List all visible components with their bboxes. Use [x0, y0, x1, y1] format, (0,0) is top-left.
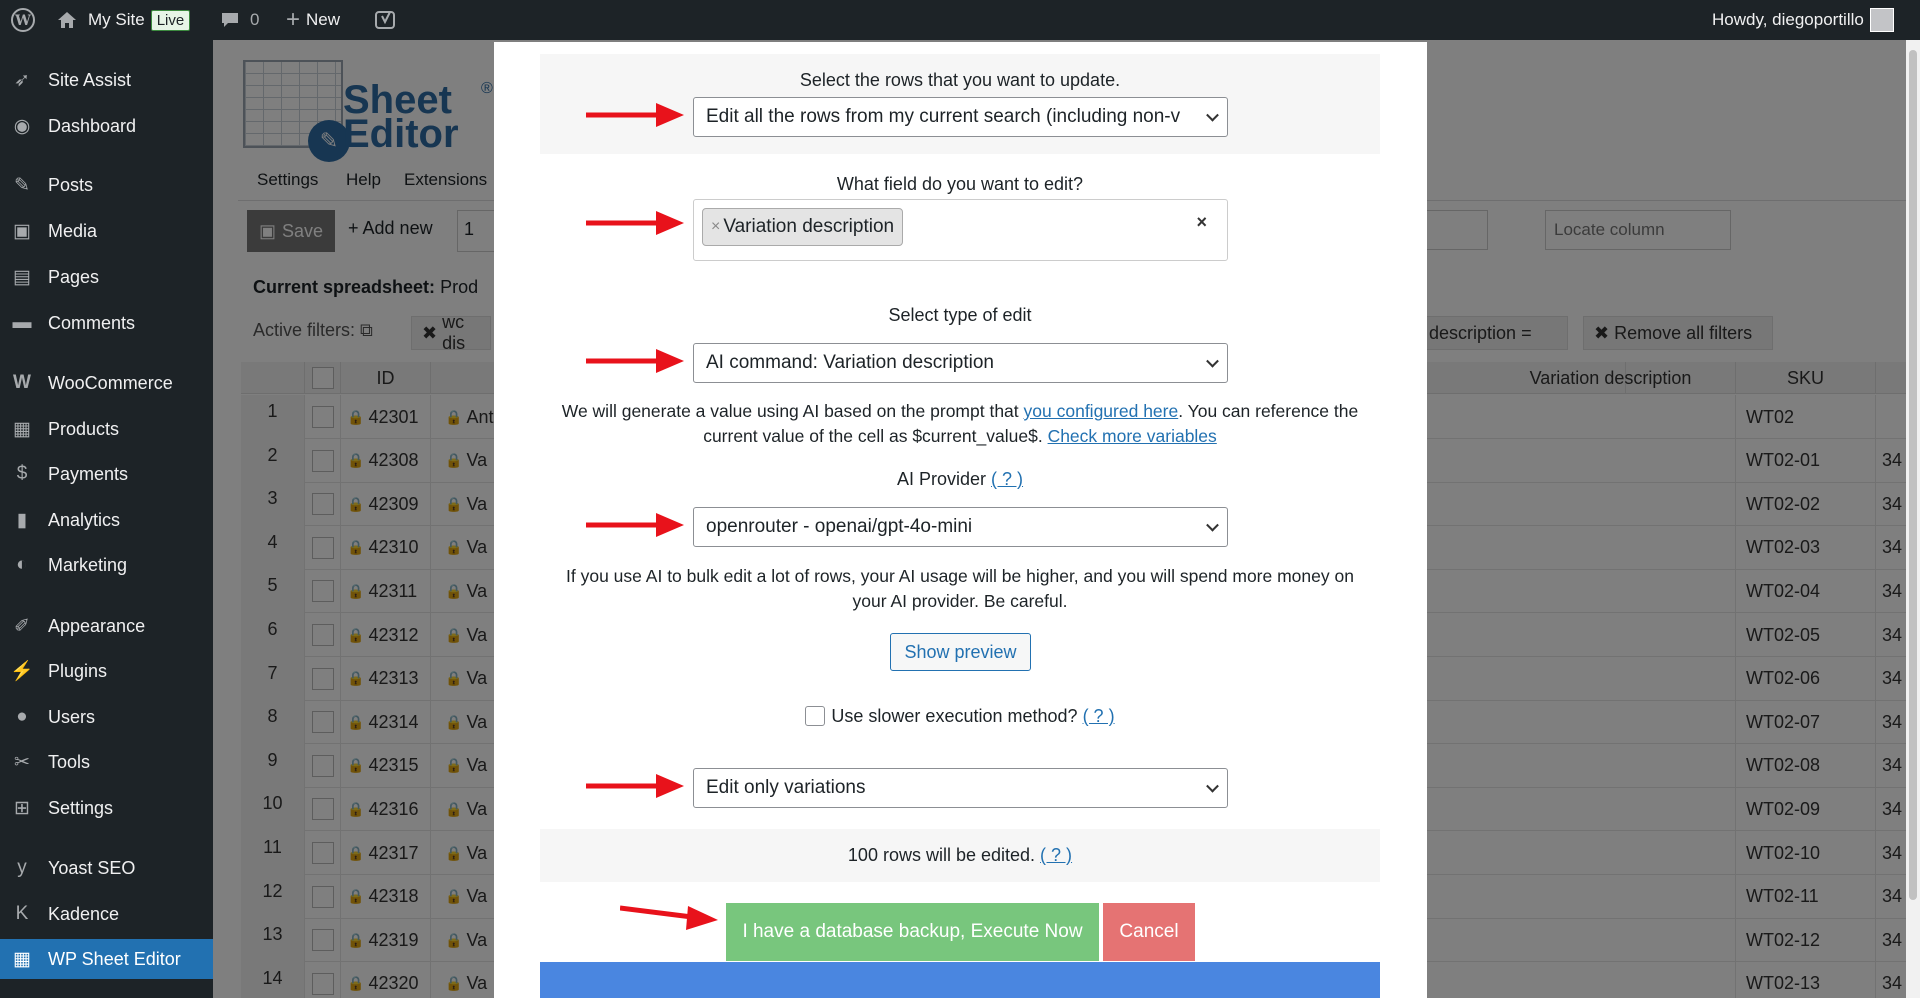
provider-label-row	[540, 469, 1380, 490]
sidebar-item-label: Kadence	[48, 903, 120, 924]
media-icon: ▣	[13, 220, 31, 242]
slower-execution-row	[540, 706, 1380, 727]
chevron-down-icon	[1206, 109, 1219, 122]
execute-now-button[interactable]: I have a database backup, Execute Now	[726, 903, 1099, 961]
chevron-down-icon	[1206, 519, 1219, 532]
sidebar-item-label: Products	[48, 418, 120, 439]
marketing-icon: ◐	[16, 554, 28, 575]
provider-value: openrouter - openai/gpt-4o-mini	[706, 516, 973, 537]
red-arrow-icon	[620, 900, 720, 930]
comments-count: 0	[250, 10, 260, 29]
provider-label: AI Provider	[896, 469, 986, 489]
user-account-menu[interactable]	[1712, 0, 1894, 40]
greeting: Howdy, diegoportillo	[1712, 10, 1864, 29]
live-badge: Live	[151, 10, 191, 31]
rows-select[interactable]	[693, 97, 1228, 137]
new-content-link[interactable]	[286, 0, 340, 40]
palette-icon: ◉	[13, 115, 31, 137]
rows-select-value: Edit all the rows from my current search (including non-v	[706, 106, 1181, 127]
pages-icon: ▤	[13, 266, 31, 288]
sidebar-item-label: Payments	[48, 463, 129, 484]
chevron-down-icon	[1206, 780, 1219, 793]
sidebar-item-woocommerce[interactable]	[0, 363, 213, 403]
field-select[interactable]	[693, 199, 1228, 261]
sidebar-item-marketing[interactable]	[0, 545, 213, 585]
sidebar-item-products[interactable]	[0, 409, 213, 449]
red-arrow-icon	[586, 510, 686, 540]
sidebar-item-wp-sheet-editor[interactable]	[0, 939, 213, 979]
ai-warning: If you use AI to bulk edit a lot of rows, your AI usage will be higher, and you will spend more money on your AI provider. Be careful.	[566, 566, 1354, 611]
ai-desc-text-1: We will generate a value using AI based on the prompt that	[561, 401, 1024, 421]
red-arrow-icon	[586, 771, 686, 801]
yoast-icon: y	[17, 857, 27, 878]
comments-link[interactable]	[220, 0, 259, 40]
edit-type-value: AI command: Variation description	[706, 352, 994, 373]
sidebar-item-label: WooCommerce	[48, 372, 173, 393]
sidebar-item-label: Media	[48, 220, 98, 241]
field-tag-label: Variation description	[723, 216, 895, 237]
rows-label: Select the rows that you want to update.	[799, 70, 1121, 90]
wrench-icon: ✂	[14, 751, 30, 773]
brush-icon: ✐	[14, 615, 30, 637]
rocket-icon: ➶	[14, 69, 30, 91]
payments-icon: $	[16, 463, 28, 484]
sidebar-item-label: Pages	[48, 266, 100, 287]
configured-here-link[interactable]: you configured here	[1023, 401, 1179, 421]
provider-help-link[interactable]: ( ? )	[991, 469, 1024, 489]
avatar	[1870, 8, 1894, 32]
sidebar-item-label: Plugins	[48, 660, 108, 681]
kadence-icon: K	[15, 903, 29, 924]
sidebar-item-label: Dashboard	[48, 115, 137, 136]
rows-count-help-link[interactable]: ( ? )	[1040, 845, 1073, 865]
products-icon: ▦	[13, 418, 31, 440]
sidebar-item-posts[interactable]	[0, 165, 213, 205]
sidebar-item-label: WP Sheet Editor	[48, 948, 181, 969]
sidebar-item-comments[interactable]	[0, 303, 213, 343]
page-scrollbar[interactable]	[1906, 40, 1920, 998]
sidebar-item-plugins[interactable]	[0, 651, 213, 691]
woo-icon: W	[13, 372, 31, 393]
comment-icon: ▬	[12, 312, 32, 333]
sidebar-item-label: Appearance	[48, 615, 146, 636]
sidebar-item-analytics[interactable]	[0, 500, 213, 540]
sidebar-item-label: Analytics	[48, 509, 121, 530]
sidebar-item-media[interactable]	[0, 211, 213, 251]
sidebar-item-label: Comments	[48, 312, 136, 333]
plus-icon: +	[286, 6, 301, 33]
sidebar-item-label: Yoast SEO	[48, 857, 136, 878]
sidebar-item-kadence[interactable]	[0, 894, 213, 934]
sidebar-item-tools[interactable]	[0, 742, 213, 782]
site-name: My Site	[88, 10, 145, 29]
slower-execution-label: Use slower execution method?	[831, 706, 1078, 726]
sheet-icon: ▦	[13, 948, 31, 970]
sidebar-item-dashboard[interactable]	[0, 106, 213, 146]
settings-icon: ⊞	[14, 797, 30, 819]
yoast-icon[interactable]	[374, 0, 398, 40]
sidebar-item-label: Site Assist	[48, 69, 132, 90]
slower-execution-checkbox[interactable]	[805, 706, 825, 726]
pin-icon: ✎	[14, 174, 30, 196]
home-icon	[56, 10, 78, 30]
sidebar-item-users[interactable]	[0, 697, 213, 737]
sidebar-item-site-assist[interactable]	[0, 60, 213, 100]
sidebar-item-appearance[interactable]	[0, 606, 213, 646]
show-preview-button[interactable]: Show preview	[890, 633, 1031, 671]
sidebar-item-label: Posts	[48, 174, 94, 195]
rows-count-row	[540, 845, 1380, 866]
red-arrow-icon	[586, 100, 686, 130]
sidebar-item-label: Users	[48, 706, 96, 727]
sidebar-item-payments[interactable]	[0, 454, 213, 494]
variations-value: Edit only variations	[706, 777, 866, 798]
field-label: What field do you want to edit?	[836, 174, 1084, 194]
clear-icon[interactable]: ×	[1196, 212, 1207, 232]
sidebar-item-pages[interactable]	[0, 257, 213, 297]
site-link[interactable]	[56, 0, 190, 40]
user-icon: ●	[16, 706, 28, 727]
comment-icon	[220, 11, 240, 29]
sidebar-item-label: Marketing	[48, 554, 128, 575]
edit-type-label: Select type of edit	[888, 305, 1032, 325]
plug-icon: ⚡	[10, 661, 34, 682]
scrollbar-thumb[interactable]	[1909, 50, 1917, 900]
rows-count-text: 100 rows will be edited.	[847, 845, 1036, 865]
check-variables-link[interactable]: Check more variables	[1047, 426, 1217, 446]
chevron-down-icon	[1206, 355, 1219, 368]
red-arrow-icon	[586, 346, 686, 376]
bulk-edit-modal	[494, 42, 1427, 998]
sidebar-item-settings[interactable]	[0, 788, 213, 828]
variations-select[interactable]	[693, 768, 1228, 808]
field-tag	[702, 208, 903, 246]
cancel-button[interactable]: Cancel	[1103, 903, 1195, 961]
admin-sidebar	[0, 40, 213, 998]
wordpress-logo-icon[interactable]	[10, 0, 36, 40]
tag-remove-icon[interactable]: ×	[711, 218, 721, 235]
ai-description	[540, 399, 1380, 449]
svg-text:W: W	[15, 13, 31, 29]
new-label: New	[306, 10, 341, 29]
progress-band	[540, 962, 1380, 998]
analytics-icon: ▮	[16, 509, 28, 531]
red-arrow-icon	[586, 208, 686, 238]
sidebar-item-label: Tools	[48, 751, 91, 772]
edit-type-select[interactable]	[693, 343, 1228, 383]
provider-select[interactable]	[693, 507, 1228, 547]
admin-bar	[0, 0, 1920, 40]
sidebar-item-label: Settings	[48, 797, 114, 818]
ai-desc-text-2: . You can reference the current value of the cell as $current_value$.	[703, 401, 1359, 446]
sidebar-item-yoast-seo[interactable]	[0, 848, 213, 888]
slower-help-link[interactable]: ( ? )	[1082, 706, 1115, 726]
